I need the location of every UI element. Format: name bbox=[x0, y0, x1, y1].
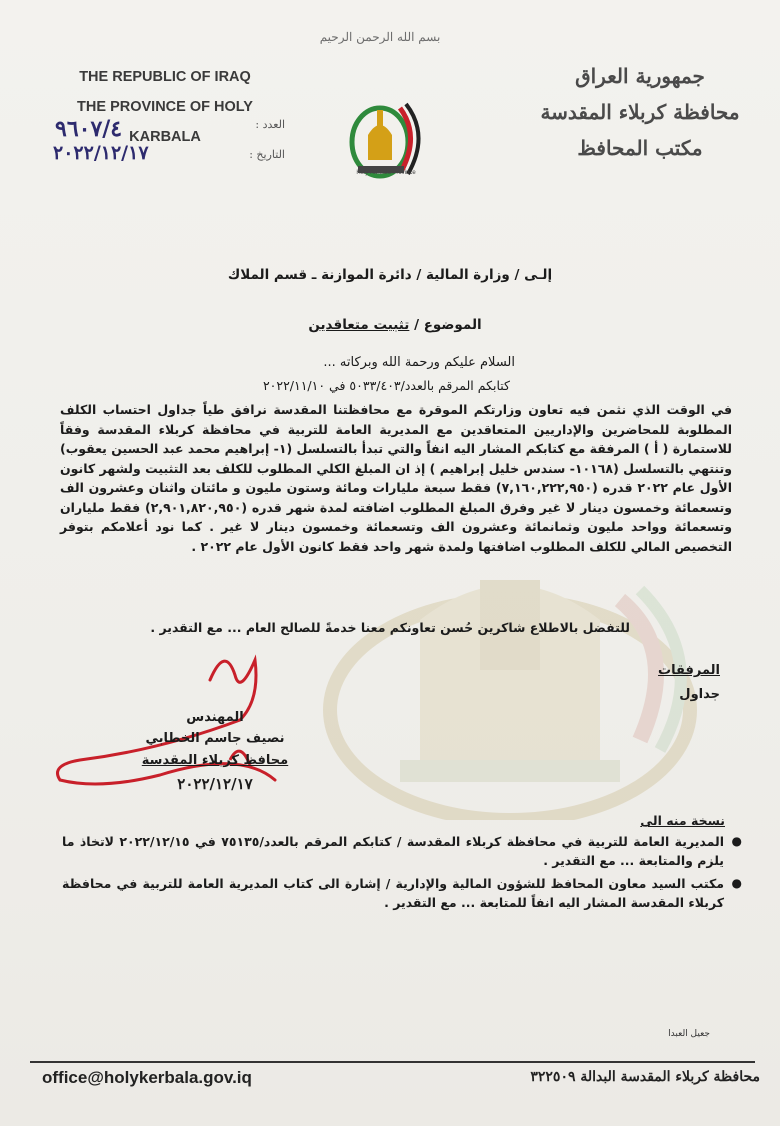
subject-line bbox=[300, 317, 490, 333]
emblem-caption: Holy Karbala Province bbox=[356, 170, 416, 176]
number-label: العدد : bbox=[255, 118, 285, 131]
footer-address: محافظة كربلاء المقدسة البدالة ٣٢٢٥٠٩ bbox=[530, 1069, 760, 1085]
footer-email: office@holykerbala.gov.iq bbox=[42, 1068, 252, 1087]
signer-role: محافظ كربلاء المقدسة bbox=[141, 753, 289, 768]
basmala: بسم الله الرحمن الرحيم bbox=[319, 30, 441, 44]
bullet-icon: ● bbox=[731, 876, 742, 890]
bullet-icon: ● bbox=[731, 834, 742, 848]
typist-note: جعيل العبدا bbox=[668, 1029, 710, 1039]
signature-block bbox=[110, 708, 320, 796]
copy-item-text: مكتب السيد معاون المحافظ للشؤون المالية والإدارية / إشارة الى كتاب المديرية العامة للتربية في محافظة كربلاء المقدسة المشار اليه انفاً للمتابعة ... مع التقدير . bbox=[62, 876, 724, 910]
governor-office-ar: مكتب المحافظ bbox=[577, 136, 703, 160]
copy-item bbox=[62, 874, 742, 912]
reference-line: كتابكم المرقم بالعدد/٥٠٣٣/٤٠٣ في ٢٠٢٢/١١/١٠ bbox=[262, 378, 510, 393]
province-en: THE PROVINCE OF HOLY KARBALA bbox=[77, 99, 253, 145]
copy-item bbox=[62, 832, 742, 870]
subject-label: الموضوع / bbox=[414, 317, 482, 333]
copies-title: نسخة منه الى bbox=[640, 813, 725, 828]
copies-list bbox=[62, 832, 742, 916]
closing-line: للتفضل بالاطلاع شاكرين حُسن تعاونكم معنا خدمةً للصالح العام ... مع التقدير . bbox=[150, 620, 630, 635]
body-paragraph: في الوقت الذي نثمن فيه تعاون وزارتكم الموقرة مع محافظتنا المقدسة نرافق طياً جداول احتساب الكلف المطلوبة للمحاضرين والإداريين المتعاقدين مع المديرية العامة للتربية في محافظة كربلاء المقدسة وفقاً للاستمارة ( أ ) المرفقة مع كتابكم المشار اليه انفاً والتي تبدأ بالتسلسل (١- إبراهيم محمد عبد الحسين يعقوب) وتنتهي بالتسلسل (١٠١٦٨- سندس خليل إبراهيم ) إذ ان المبلغ الكلي المطلوب للكلف بعد التثبيت ولشهر كانون الأول عام ٢٠٢٢ قدره (٧,١٦٠,٢٢٢,٩٥٠) فقط سبعة مليارات ومائة وستون مليون و مائتان واثنان وعشرون الف وتسعمائة وخمسون دينار لا غير وفرق المبلغ المطلوب اضافته لمدة شهر قدره (٢,٩٠١,٨٢٠,٩٥٠) فقط ملياران وتسعمائة وواحد مليون وثمانمائة وعشرون الف وتسعمائة وخمسون دينار لا غير . كما نود أعلامكم بتوفر التخصيص المالي للكلف المطلوب اضافتها ولمدة شهر واحد فقط كانون الأول عام ٢٠٢٢ . bbox=[60, 402, 733, 554]
attachments-item: جداول bbox=[679, 687, 720, 702]
attachments-title: المرفقات bbox=[658, 663, 720, 678]
arabic-header bbox=[530, 58, 750, 166]
province-ar: محافظة كربلاء المقدسة bbox=[540, 100, 740, 124]
number-value: ٩٦٠٧/٤ bbox=[55, 116, 123, 142]
signature-date: ٢٠٢٢/١٢/١٧ bbox=[177, 775, 253, 793]
footer-divider bbox=[30, 1061, 755, 1063]
greeting: السلام عليكم ورحمة الله وبركاته ... bbox=[323, 355, 515, 370]
date-label: التاريخ : bbox=[249, 148, 285, 161]
recipient-line: إلـى / وزارة المالية / دائرة الموازنة ـ قسم الملاك bbox=[227, 267, 553, 283]
republic-en: THE REPUBLIC OF IRAQ bbox=[79, 69, 251, 85]
signer-title: المهندس bbox=[186, 710, 244, 725]
copy-item-text: المديرية العامة للتربية في محافظة كربلاء المقدسة / كتابكم المرقم بالعدد/٧٥١٣٥ في ٢٠٢٢/١٢/١٥ لاتخاذ ما يلزم والمتابعة ... مع التقدير . bbox=[62, 834, 724, 868]
watermark-emblem bbox=[300, 560, 720, 820]
signer-name: نصيف جاسم الخطابي bbox=[145, 731, 285, 746]
subject-value: تثبيت متعاقدين bbox=[308, 317, 410, 333]
republic-ar: جمهورية العراق bbox=[575, 64, 705, 88]
date-value: ٢٠٢٢/١٢/١٧ bbox=[53, 142, 149, 164]
